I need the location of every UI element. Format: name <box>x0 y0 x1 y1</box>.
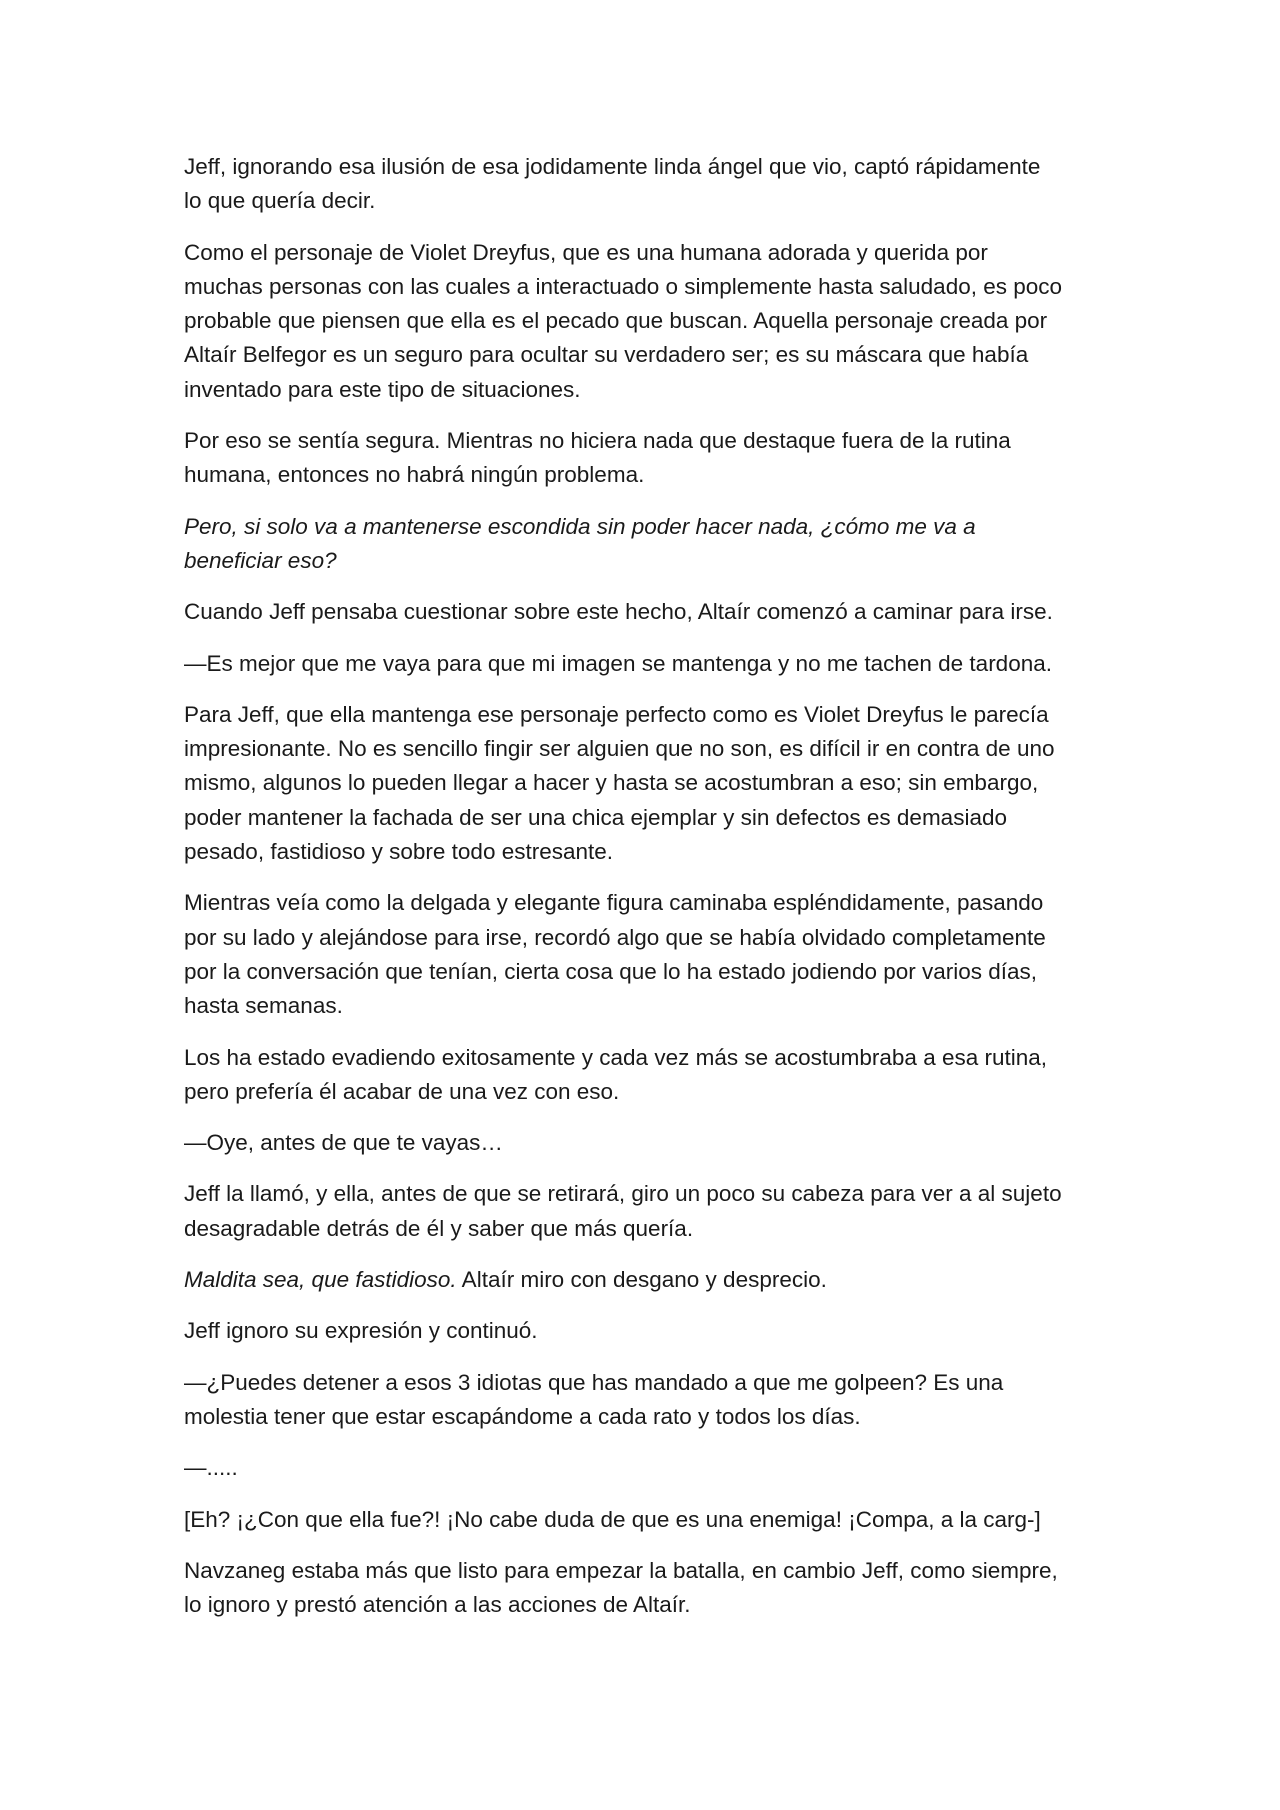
text-line: probable que piensen que ella es el pecado que buscan. Aquella personaje creada por <box>184 308 1048 334</box>
document-page <box>184 150 1114 1639</box>
text-line: Navzaneg estaba más que listo para empezar la batalla, en cambio Jeff, como siempre, <box>184 1557 1058 1583</box>
text-line: Como el personaje de Violet Dreyfus, que es una humana adorada y querida por <box>184 239 988 265</box>
text-line: Jeff, ignorando esa ilusión de esa jodidamente linda ángel que vio, captó rápidamente <box>184 154 1041 179</box>
text-line: desagradable detrás de él y saber que más quería. <box>184 1215 694 1241</box>
text-line: impresionante. No es sencillo fingir ser alguien que no son, es difícil ir en contra de uno <box>184 736 1055 762</box>
text-line: por la conversación que tenían, cierta cosa que lo ha estado jodiendo por varios días, <box>184 958 1038 984</box>
italic-thought: Maldita sea, que fastidioso. <box>184 1267 457 1293</box>
text-line: [Eh? ¡¿Con que ella fue?! ¡No cabe duda de que es una enemiga! ¡Compa, a la carg-] <box>184 1506 1041 1532</box>
text-line: hasta semanas. <box>184 993 343 1019</box>
bracket-dialogue-paragraph <box>184 1503 1114 1537</box>
text-line: Mientras veía como la delgada y elegante figura caminaba espléndidamente, pasando <box>184 890 1044 916</box>
dialogue-paragraph <box>184 1451 1114 1485</box>
paragraph <box>184 236 1114 407</box>
paragraph <box>184 1041 1114 1110</box>
text-line: —..... <box>184 1455 238 1481</box>
text-line: Altaír Belfegor es un seguro para ocultar su verdadero ser; es su máscara que había <box>184 342 1029 368</box>
dialogue-paragraph <box>184 1126 1114 1160</box>
text-line: lo que quería decir. <box>184 188 376 214</box>
paragraph <box>184 150 1114 219</box>
text-line: molestia tener que estar escapándome a cada rato y todos los días. <box>184 1403 861 1429</box>
text-line: Los ha estado evadiendo exitosamente y cada vez más se acostumbraba a esa rutina, <box>184 1044 1048 1070</box>
text-line: Jeff la llamó, y ella, antes de que se retirará, giro un poco su cabeza para ver a al sujeto <box>184 1181 1062 1207</box>
paragraph <box>184 698 1114 869</box>
text-line: mismo, algunos lo pueden llegar a hacer y hasta se acostumbran a eso; sin embargo, <box>184 770 1039 796</box>
dialogue-paragraph <box>184 1366 1114 1435</box>
text-run: Altaír miro con desgano y desprecio. <box>456 1267 827 1293</box>
paragraph <box>184 595 1114 629</box>
paragraph <box>184 1177 1114 1246</box>
paragraph <box>184 886 1114 1023</box>
text-line: por su lado y alejándose para irse, recordó algo que se había olvidado completamente <box>184 924 1046 950</box>
text-line: pero prefería él acabar de una vez con eso. <box>184 1078 620 1104</box>
text-line: humana, entonces no habrá ningún problema. <box>184 462 645 488</box>
text-line: Por eso se sentía segura. Mientras no hiciera nada que destaque fuera de la rutina <box>184 428 1011 454</box>
text-line: beneficiar eso? <box>184 547 337 573</box>
paragraph <box>184 1314 1114 1348</box>
paragraph <box>184 1554 1114 1623</box>
dialogue-paragraph <box>184 647 1114 681</box>
mixed-paragraph <box>184 1263 1114 1297</box>
paragraph <box>184 424 1114 493</box>
text-line: Jeff ignoro su expresión y continuó. <box>184 1318 538 1344</box>
text-line: lo ignoro y prestó atención a las acciones de Altaír. <box>184 1592 691 1618</box>
text-line: —¿Puedes detener a esos 3 idiotas que has mandado a que me golpeen? Es una <box>184 1369 1004 1395</box>
text-line: inventado para este tipo de situaciones. <box>184 376 581 402</box>
text-line: —Es mejor que me vaya para que mi imagen se mantenga y no me tachen de tardona. <box>184 650 1052 676</box>
text-line: muchas personas con las cuales a interactuado o simplemente hasta saludado, es poco <box>184 273 1063 299</box>
text-line: pesado, fastidioso y sobre todo estresante. <box>184 839 614 865</box>
text-line: Cuando Jeff pensaba cuestionar sobre este hecho, Altaír comenzó a caminar para irse. <box>184 599 1053 625</box>
text-line: Para Jeff, que ella mantenga ese personaje perfecto como es Violet Dreyfus le parecía <box>184 701 1049 727</box>
text-line: Pero, si solo va a mantenerse escondida sin poder hacer nada, ¿cómo me va a <box>184 513 976 539</box>
text-line: —Oye, antes de que te vayas… <box>184 1130 503 1156</box>
italic-paragraph <box>184 510 1114 579</box>
text-line: poder mantener la fachada de ser una chica ejemplar y sin defectos es demasiado <box>184 804 1007 830</box>
